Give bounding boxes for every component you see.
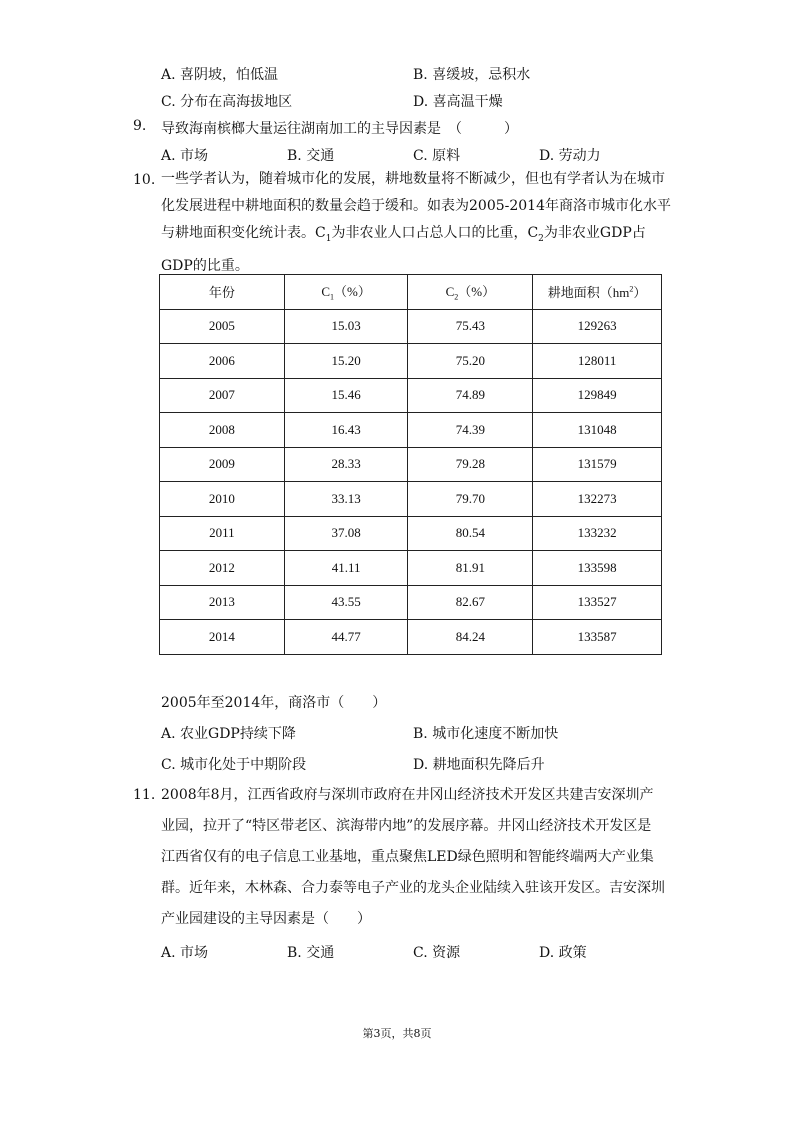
cell-c2: 81.91 xyxy=(408,551,533,586)
cell-c1: 15.46 xyxy=(284,378,408,413)
text: ） xyxy=(633,285,647,301)
q8-option-c: C. 分布在高海拔地区 xyxy=(161,94,293,110)
q9-option-c: C. 原料 xyxy=(413,148,461,164)
cell-c1: 37.08 xyxy=(284,516,408,551)
cell-c1: 16.43 xyxy=(284,413,408,448)
text: 与耕地面积变化统计表。C xyxy=(161,225,326,241)
cell-year: 2007 xyxy=(160,378,285,413)
q11-stem-line: 业园，拉开了“特区带老区、滨海带内地”的发展序幕。井冈山经济技术开发区是 xyxy=(161,818,652,834)
header-year: 年份 xyxy=(160,275,285,310)
cell-year: 2005 xyxy=(160,309,285,344)
q8-option-a: A. 喜阴坡，怕低温 xyxy=(161,67,279,83)
subscript: 1 xyxy=(325,233,332,244)
q10-option-d: D. 耕地面积先降后升 xyxy=(413,757,545,773)
cell-c2: 74.39 xyxy=(408,413,533,448)
table-row xyxy=(160,378,662,413)
cell-year: 2010 xyxy=(160,482,285,517)
cell-c1: 28.33 xyxy=(284,447,408,482)
q9-option-b: B. 交通 xyxy=(287,148,335,164)
cell-c1: 44.77 xyxy=(284,620,408,655)
q9-option-d: D. 劳动力 xyxy=(539,148,601,164)
table-row xyxy=(160,551,662,586)
cell-year: 2006 xyxy=(160,344,285,379)
q10-stem-line: 一些学者认为，随着城市化的发展，耕地数量将不断减少，但也有学者认为在城市 xyxy=(161,171,665,187)
cell-year: 2014 xyxy=(160,620,285,655)
cell-c2: 74.89 xyxy=(408,378,533,413)
q11-number: 11. xyxy=(133,787,156,803)
table-header-row xyxy=(160,275,662,310)
q11-option-d: D. 政策 xyxy=(539,945,587,961)
table-row xyxy=(160,482,662,517)
cell-c2: 79.28 xyxy=(408,447,533,482)
cell-c1: 15.03 xyxy=(284,309,408,344)
text: 耕地面积（hm xyxy=(547,285,630,301)
cell-area: 129849 xyxy=(533,378,662,413)
text: 为非农业GDP占 xyxy=(543,225,646,241)
text: （%） xyxy=(334,284,371,300)
cell-c1: 41.11 xyxy=(284,551,408,586)
q9-number: 9. xyxy=(133,118,147,134)
text: （%） xyxy=(458,284,496,300)
q8-option-b: B. 喜缓坡，忌积水 xyxy=(413,67,531,83)
cell-area: 133587 xyxy=(533,620,662,655)
table-row xyxy=(160,344,662,379)
subscript: 2 xyxy=(538,233,544,244)
q8-option-d: D. 喜高温干燥 xyxy=(413,94,503,110)
cell-year: 2009 xyxy=(160,447,285,482)
text: C xyxy=(321,284,330,300)
subscript: 2 xyxy=(454,293,459,303)
cell-area: 131048 xyxy=(533,413,662,448)
cell-area: 128011 xyxy=(533,344,662,379)
cell-year: 2013 xyxy=(160,585,285,620)
cell-c2: 80.54 xyxy=(408,516,533,551)
table-row xyxy=(160,447,662,482)
q10-option-b: B. 城市化速度不断加快 xyxy=(413,726,559,742)
cell-c1: 43.55 xyxy=(284,585,408,620)
q11-stem-line: 群。近年来，木林森、合力泰等电子产业的龙头企业陆续入驻该开发区。吉安深圳 xyxy=(161,880,665,896)
cell-c2: 79.70 xyxy=(408,482,533,517)
q10-stem-line: GDP的比重。 xyxy=(161,257,249,274)
cell-year: 2011 xyxy=(160,516,285,551)
text: 为非农业人口占总人口的比重，C xyxy=(331,225,539,241)
cell-c2: 75.20 xyxy=(408,344,533,379)
q10-option-a: A. 农业GDP持续下降 xyxy=(161,726,296,742)
urbanization-table xyxy=(159,274,662,655)
table-row xyxy=(160,620,662,655)
cell-c1: 15.20 xyxy=(284,344,408,379)
header-c2 xyxy=(408,275,533,310)
cell-area: 133598 xyxy=(533,551,662,586)
cell-c1: 33.13 xyxy=(284,482,408,517)
cell-area: 131579 xyxy=(533,447,662,482)
q11-stem-line: 2008年8月，江西省政府与深圳市政府在井冈山经济技术开发区共建吉安深圳产 xyxy=(161,787,654,803)
cell-c2: 82.67 xyxy=(408,585,533,620)
q11-option-a: A. 市场 xyxy=(161,945,209,961)
header-c1 xyxy=(284,275,408,310)
q9-stem: 导致海南槟榔大量运往湖南加工的主导因素是 （ ） xyxy=(161,121,518,137)
cell-c2: 84.24 xyxy=(408,620,533,655)
q11-stem xyxy=(161,780,671,935)
header-area xyxy=(533,275,662,310)
q10-stem-line xyxy=(161,220,671,253)
cell-area: 132273 xyxy=(533,482,662,517)
table-row xyxy=(160,585,662,620)
q10-stem-line: 化发展进程中耕地面积的数量会趋于缓和。如表为2005-2014年商洛市城市化水平 xyxy=(161,198,671,214)
cell-area: 133232 xyxy=(533,516,662,551)
q9-option-a: A. 市场 xyxy=(161,148,209,164)
cell-year: 2008 xyxy=(160,413,285,448)
q11-option-c: C. 资源 xyxy=(413,945,461,961)
q10-number: 10. xyxy=(133,172,156,188)
text: C xyxy=(445,284,455,300)
cell-c2: 75.43 xyxy=(408,309,533,344)
q11-option-b: B. 交通 xyxy=(287,945,335,961)
cell-year: 2012 xyxy=(160,551,285,586)
table-row xyxy=(160,516,662,551)
q10-stem xyxy=(161,166,671,280)
q11-stem-line: 江西省仅有的电子信息工业基地，重点聚焦LED绿色照明和智能终端两大产业集 xyxy=(161,849,654,865)
q11-stem-line: 产业园建设的主导因素是（ ） xyxy=(161,911,371,927)
table-row xyxy=(160,309,662,344)
q10-question: 2005年至2014年，商洛市（ ） xyxy=(161,695,387,711)
page-footer: 第3页，共8页 xyxy=(362,1027,432,1040)
subscript: 1 xyxy=(330,293,334,303)
cell-area: 129263 xyxy=(533,309,662,344)
q10-option-c: C. 城市化处于中期阶段 xyxy=(161,757,307,773)
superscript: 2 xyxy=(629,284,634,294)
table-row xyxy=(160,413,662,448)
cell-area: 133527 xyxy=(533,585,662,620)
